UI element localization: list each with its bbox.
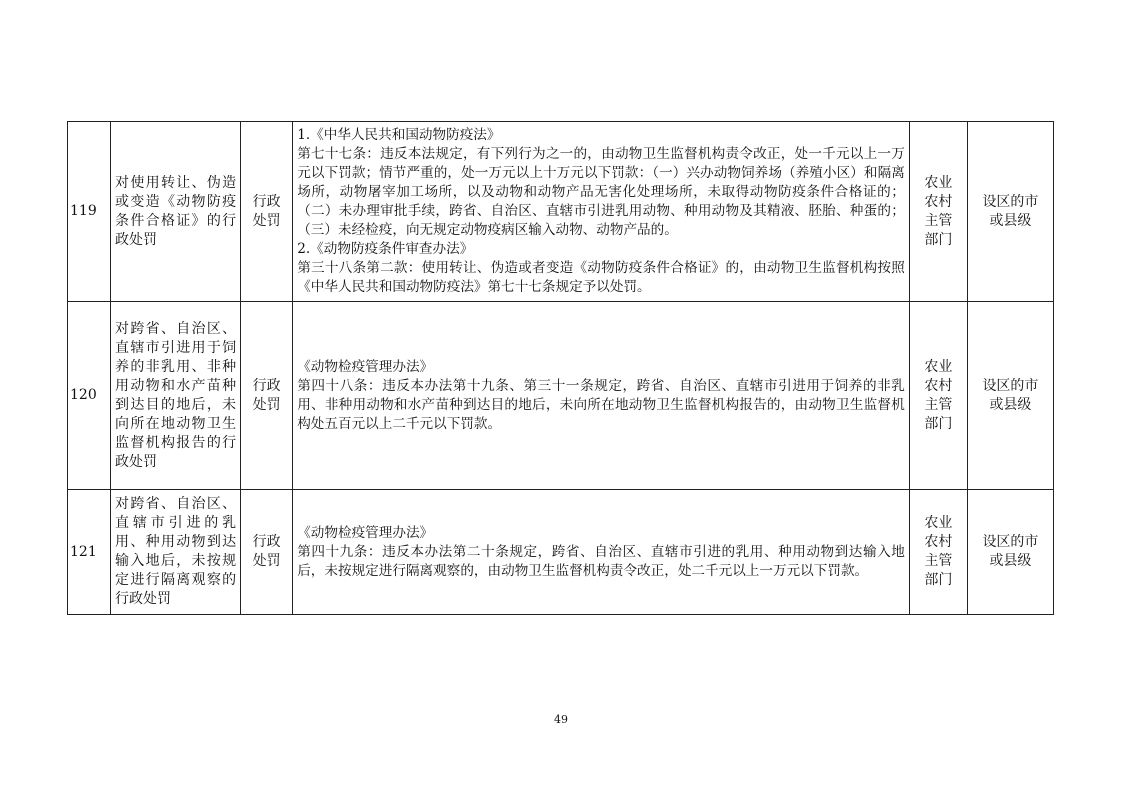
- penalty-type-line: 行政: [252, 534, 281, 550]
- legal-basis: [293, 122, 910, 302]
- penalty-table: [67, 121, 1054, 615]
- table-row: [68, 490, 1054, 615]
- department-line: 主管: [924, 396, 953, 413]
- table-row: [68, 122, 1054, 302]
- level-line: 或县级: [989, 553, 1032, 569]
- level-line: 设区的市: [982, 193, 1039, 210]
- item-name: 对跨省、自治区、直辖市引进的乳用、种用动物到达输入地后，未按规定进行隔离观察的行政处罚: [111, 490, 241, 615]
- row-number: 119: [68, 122, 111, 302]
- penalty-type-line: 处罚: [252, 396, 281, 413]
- item-name: 对跨省、自治区、直辖市引进用于饲养的非乳用、非种用动物和水产苗种到达目的地后，未向所在地动物卫生监督机构报告的行政处罚: [111, 302, 241, 490]
- item-name: 对使用转让、伪造或变造《动物防疫条件合格证》的行政处罚: [111, 122, 241, 302]
- penalty-type: [241, 490, 293, 615]
- penalty-type-line: 处罚: [252, 212, 281, 229]
- level-line: 或县级: [989, 212, 1032, 229]
- basis-law-title: 2.《动物防疫条件审查办法》: [297, 241, 474, 257]
- penalty-type-line: 处罚: [252, 553, 281, 569]
- department-line: 农业: [924, 174, 953, 191]
- department-line: 农村: [924, 534, 953, 550]
- basis-law-title: 《动物检疫管理办法》: [297, 524, 434, 541]
- department-line: 农村: [924, 377, 953, 394]
- penalty-type: [241, 122, 293, 302]
- row-number: 121: [68, 490, 111, 615]
- table-row: [68, 302, 1054, 490]
- row-number: 120: [68, 302, 111, 490]
- department-line: 主管: [924, 553, 953, 569]
- department-line: 部门: [924, 415, 953, 432]
- department-line: 部门: [924, 572, 953, 588]
- penalty-type-line: 行政: [252, 377, 281, 394]
- penalty-type: [241, 302, 293, 490]
- department-line: 农业: [924, 358, 953, 375]
- administrative-level: [967, 122, 1053, 302]
- basis-article: 第七十七条：违反本法规定，有下列行为之一的，由动物卫生监督机构责令改正，处一千元以上一万元以下罚款；情节严重的，处一万元以上十万元以下罚款：（一）兴办动物饲养场（养殖小区）和隔离场所，动物屠宰加工场所，以及动物和动物产品无害化处理场所，未取得动物防疫条件合格证的；（二）未办理审批手续，跨省、自治区、直辖市引进乳用动物、种用动物及其精液、胚胎、种蛋的；（三）未经检疫，向无规定动物疫病区输入动物、动物产品的。: [297, 146, 905, 238]
- basis-article: 第四十九条：违反本办法第二十条规定，跨省、自治区、直辖市引进的乳用、种用动物到达输入地后，未按规定进行隔离观察的，由动物卫生监督机构责令改正，处二千元以上一万元以下罚款。: [297, 543, 905, 579]
- legal-basis: [293, 490, 910, 615]
- administrative-level: [967, 490, 1053, 615]
- responsible-department: [909, 122, 967, 302]
- basis-law-title: 1.《中华人民共和国动物防疫法》: [297, 127, 501, 143]
- department-line: 农业: [924, 515, 953, 531]
- responsible-department: [909, 302, 967, 490]
- department-line: 农村: [924, 193, 953, 210]
- basis-article: 第四十八条：违反本办法第十九条、第三十一条规定，跨省、自治区、直辖市引进用于饲养的非乳用、非种用动物和水产苗种到达目的地后，未向所在地动物卫生监督机构报告的，由动物卫生监督机构处五百元以上二千元以下罚款。: [297, 377, 905, 432]
- penalty-type-line: 行政: [252, 193, 281, 210]
- level-line: 或县级: [989, 396, 1032, 413]
- administrative-level: [967, 302, 1053, 490]
- responsible-department: [909, 490, 967, 615]
- level-line: 设区的市: [982, 534, 1039, 550]
- department-line: 部门: [924, 231, 953, 248]
- basis-law-title: 《动物检疫管理办法》: [297, 358, 434, 375]
- page-number: 49: [554, 713, 568, 726]
- level-line: 设区的市: [982, 377, 1039, 394]
- legal-basis: [293, 302, 910, 490]
- department-line: 主管: [924, 212, 953, 229]
- basis-article: 第三十八条第二款：使用转让、伪造或者变造《动物防疫条件合格证》的，由动物卫生监督机构按照《中华人民共和国动物防疫法》第七十七条规定予以处罚。: [297, 260, 905, 295]
